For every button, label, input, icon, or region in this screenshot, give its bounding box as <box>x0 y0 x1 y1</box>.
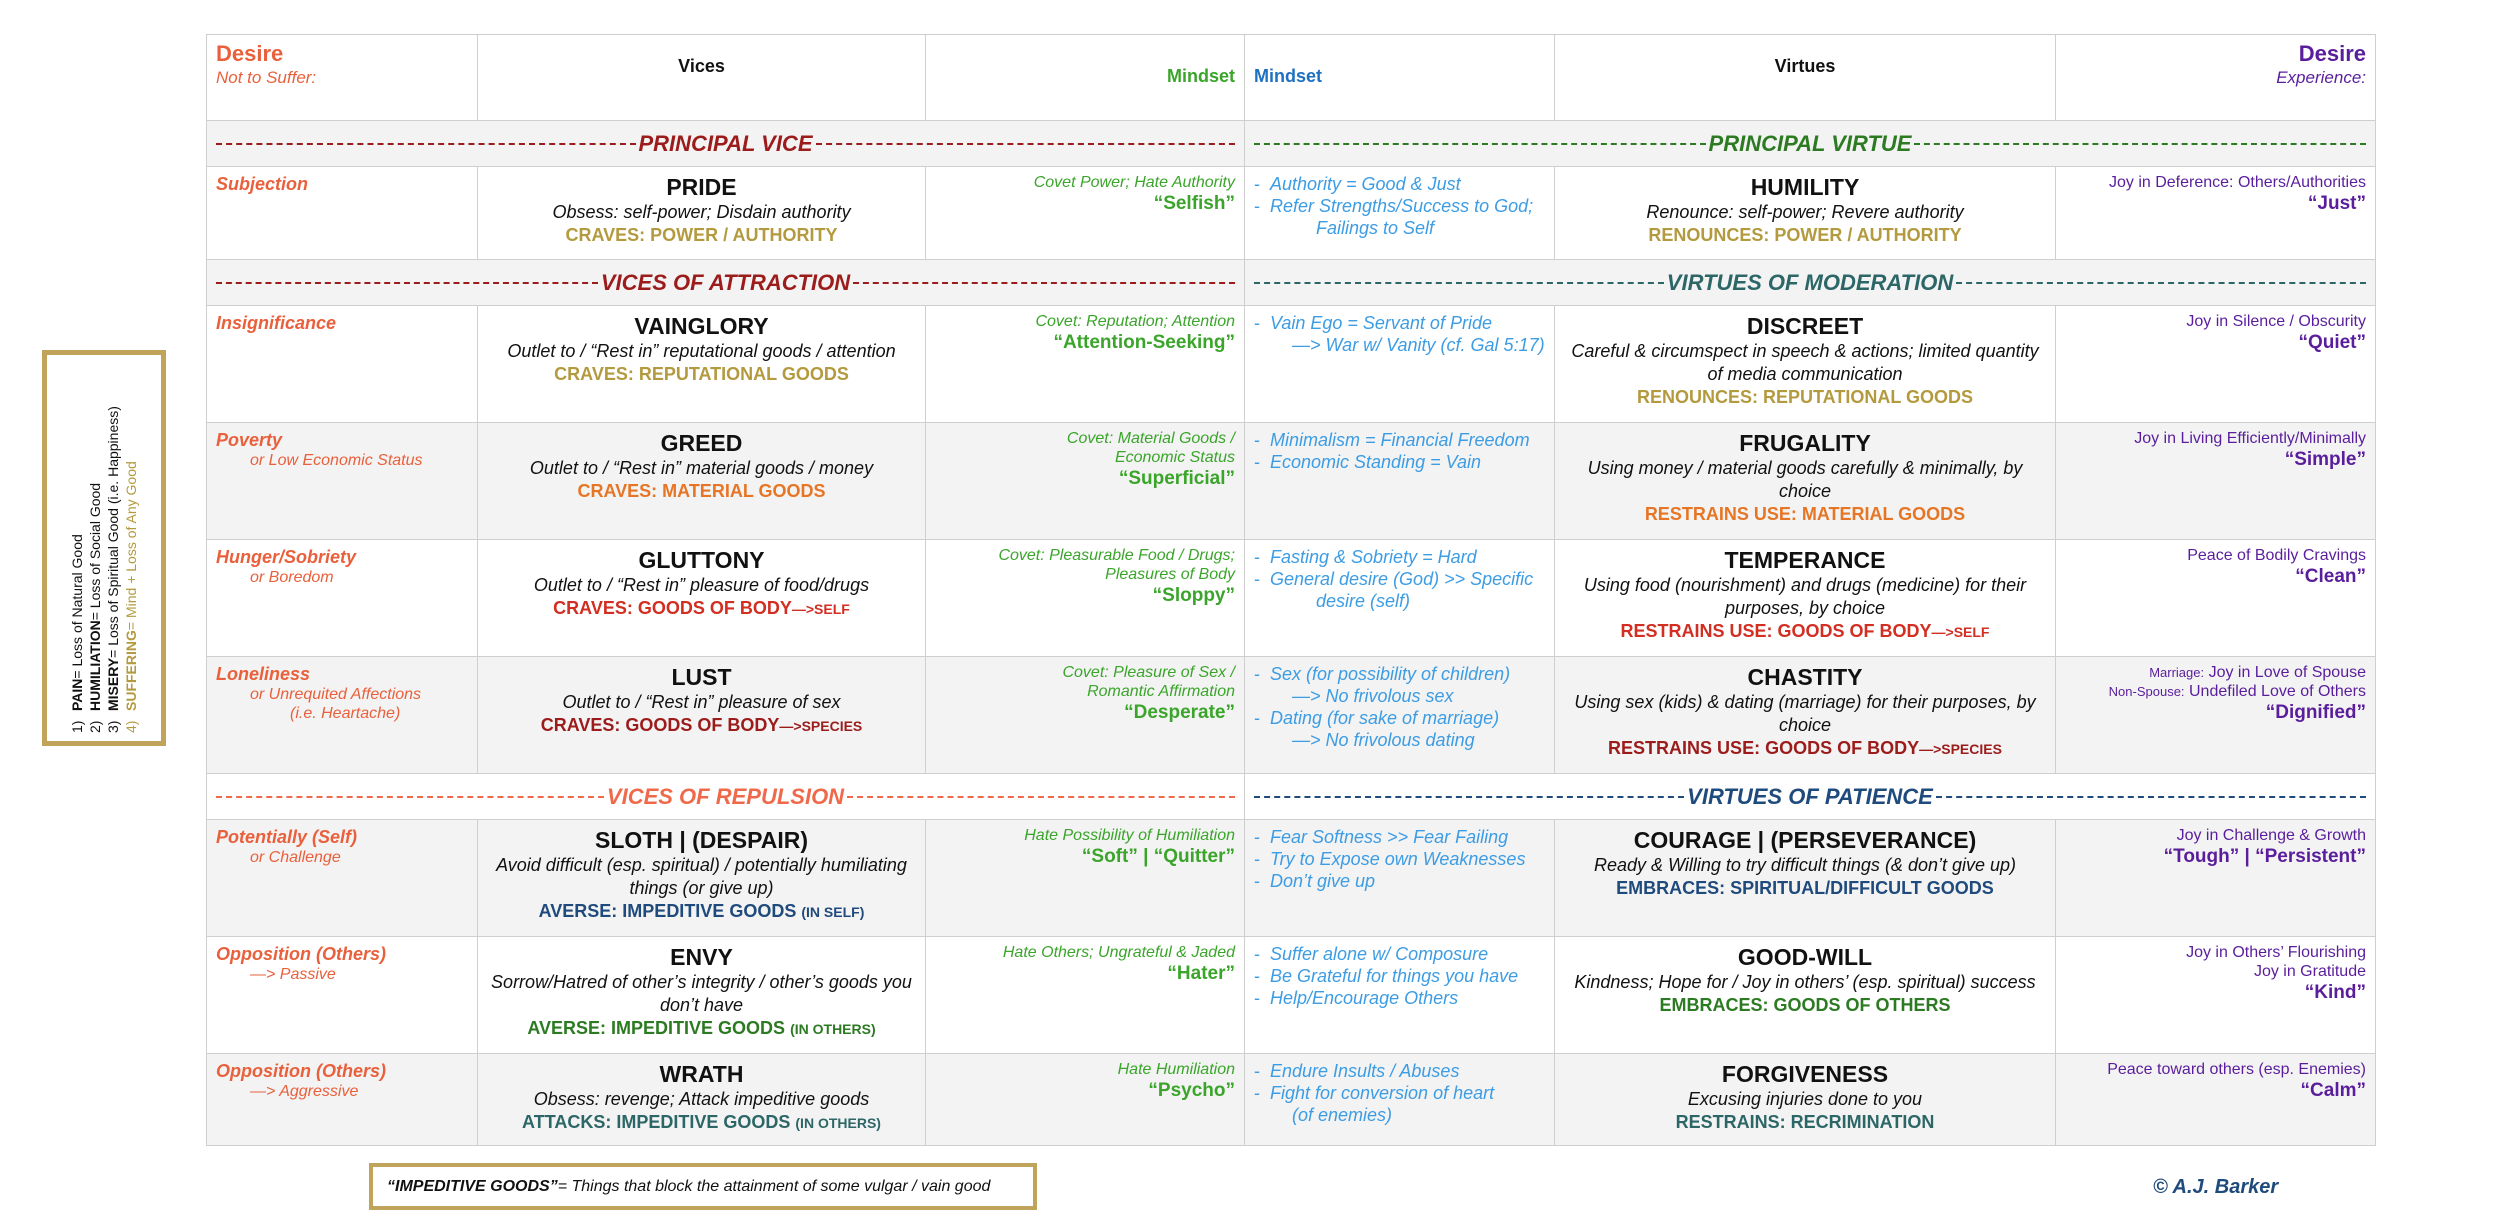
desire-experience: Joy in Living Efficiently/Minimally <box>2134 430 2366 447</box>
desire-experience: Joy in Silence / Obscurity <box>2186 313 2366 330</box>
legend-num: 2) <box>87 720 103 733</box>
vices-virtues-table <box>206 34 2376 1146</box>
vice-name: PRIDE <box>666 174 737 200</box>
virtue-name: TEMPERANCE <box>1724 547 1886 573</box>
virtue-action: RENOUNCES: REPUTATIONAL GOODS <box>1636 387 1973 407</box>
desire-experience: Joy in Challenge & Growth <box>2176 827 2366 844</box>
legend-num: 3) <box>105 720 121 733</box>
section-principal <box>207 121 2376 167</box>
virtue-description: Using food (nourishment) and drugs (medicine) for their purposes, by choice <box>1583 575 2027 618</box>
row-label-sub: or Boredom <box>250 569 334 586</box>
desire-experience: Joy in Others’ Flourishing <box>2186 944 2366 961</box>
copyright: © A.J. Barker <box>2153 1176 2279 1198</box>
desire-right-subtitle: Experience: <box>2276 68 2366 87</box>
virtue-description: Careful & circumspect in speech & actions; limited quantity of media communication <box>1571 341 2039 384</box>
virtue-name: HUMILITY <box>1750 174 1860 200</box>
vice-craves: CRAVES: REPUTATIONAL GOODS <box>554 364 849 384</box>
vice-craves: CRAVES: MATERIAL GOODS <box>577 481 826 501</box>
vice-name: SLOTH | (DESPAIR) <box>594 827 808 853</box>
legend-item-suffering <box>122 363 140 733</box>
section-virtues-patience: VIRTUES OF PATIENCE <box>1251 786 2369 808</box>
legend-num: 1) <box>69 720 85 733</box>
vice-description: Outlet to / “Rest in” pleasure of sex <box>562 692 841 712</box>
vice-description: Outlet to / “Rest in” material goods / money <box>529 458 874 478</box>
vice-craves: AVERSE: IMPEDITIVE GOODS (IN OTHERS) <box>527 1018 876 1038</box>
mindset-virtue-list: - Minimalism = Financial Freedom - Economic Standing = Vain <box>1245 423 1555 540</box>
section-vices-repulsion: VICES OF REPULSION <box>213 786 1238 808</box>
row-label: Insignificance <box>216 313 337 333</box>
virtue-name: COURAGE | (PERSEVERANCE) <box>1633 827 1977 853</box>
impeditive-goods-footnote <box>369 1163 1037 1210</box>
table-row <box>207 423 2376 540</box>
virtue-name: FORGIVENESS <box>1721 1061 1889 1087</box>
desire-experience: Peace of Bodily Cravings <box>2187 547 2366 564</box>
section-principal-virtue: PRINCIPAL VIRTUE <box>1251 133 2369 155</box>
legend-item-pain <box>68 363 86 733</box>
header-row <box>207 35 2376 121</box>
desire-right-title: Desire <box>2298 41 2366 66</box>
mindset-vice-covet: Covet Power; Hate Authority <box>1033 174 1235 191</box>
mindset-virtue-list: - Suffer alone w/ Composure - Be Grateful for things you have - Help/Encourage Others <box>1245 937 1555 1054</box>
virtue-description: Renounce: self-power; Revere authority <box>1646 202 1964 222</box>
virtue-action: RENOUNCES: POWER / AUTHORITY <box>1648 225 1962 245</box>
mindset-virtue-list: - Authority = Good & Just - Refer Strengths/Success to God; Failings to Self <box>1245 167 1555 260</box>
legend-text: = Loss of Natural Good <box>69 534 85 679</box>
table-row <box>207 937 2376 1054</box>
vice-description: Outlet to / “Rest in” reputational goods / attention <box>507 341 896 361</box>
header-desire-left <box>207 35 478 121</box>
legend-key: PAIN <box>69 678 85 711</box>
desire-quote: “Clean” <box>2295 566 2366 587</box>
suffering-legend <box>68 363 140 733</box>
vice-name: GREED <box>660 430 743 456</box>
virtue-action: RESTRAINS USE: MATERIAL GOODS <box>1644 504 1966 524</box>
mindset-vice-quote: “Superficial” <box>1118 468 1235 489</box>
vice-description: Obsess: revenge; Attack impeditive goods <box>533 1089 870 1109</box>
suffering-legend-box <box>42 350 166 746</box>
vice-craves: CRAVES: GOODS OF BODY—>SPECIES <box>540 715 863 735</box>
row-label-sub2: (i.e. Heartache) <box>290 705 401 722</box>
vice-description: Sorrow/Hatred of other’s integrity / other’s goods you don’t have <box>491 972 912 1015</box>
desire-quote: “Dignified” <box>2265 702 2366 723</box>
virtue-name: CHASTITY <box>1747 664 1863 690</box>
table-row <box>207 167 2376 260</box>
vice-name: VAINGLORY <box>634 313 769 339</box>
desire-left-title: Desire <box>216 41 284 66</box>
table-row <box>207 1054 2376 1146</box>
row-label: Potentially (Self) <box>216 827 358 847</box>
vice-description: Obsess: self-power; Disdain authority <box>552 202 851 222</box>
vice-craves: ATTACKS: IMPEDITIVE GOODS (IN OTHERS) <box>522 1112 881 1132</box>
virtue-description: Ready & Willing to try difficult things (& don’t give up) <box>1593 855 2017 875</box>
virtue-action: EMBRACES: SPIRITUAL/DIFFICULT GOODS <box>1616 878 1994 898</box>
legend-item-misery <box>104 363 122 733</box>
vice-description: Outlet to / “Rest in” pleasure of food/drugs <box>533 575 870 595</box>
header-mindset-right: Mindset <box>1245 35 1555 121</box>
section-vices-attraction: VICES OF ATTRACTION <box>213 272 1238 294</box>
row-label: Hunger/Sobriety <box>216 547 357 567</box>
desire-experience-2: Joy in Gratitude <box>2253 963 2366 980</box>
legend-key: SUFFERING <box>123 630 139 711</box>
virtue-action: EMBRACES: GOODS OF OTHERS <box>1659 995 1951 1015</box>
legend-key: MISERY <box>105 657 121 711</box>
row-label-sub: —> Passive <box>250 966 336 983</box>
row-label-sub: or Low Economic Status <box>250 452 423 469</box>
row-label: Loneliness <box>216 664 311 684</box>
row-label: Subjection <box>216 174 309 194</box>
desire-quote: “Tough” | “Persistent” <box>2163 846 2366 867</box>
vice-name: GLUTTONY <box>638 547 765 573</box>
virtue-description: Using sex (kids) & dating (marriage) for their purposes, by choice <box>1574 692 2036 735</box>
row-label-sub: —> Aggressive <box>250 1083 359 1100</box>
virtue-name: DISCREET <box>1746 313 1864 339</box>
virtue-action: RESTRAINS USE: GOODS OF BODY—>SELF <box>1620 621 1990 641</box>
legend-text: = Mind + Loss of Any Good <box>123 461 139 631</box>
mindset-vice-covet: Covet: Reputation; Attention <box>1035 313 1235 330</box>
footnote-definition: = Things that block the attainment of some vulgar / vain good <box>557 1177 991 1195</box>
mindset-vice-covet: Covet: Material Goods / Economic Status <box>1066 430 1235 466</box>
vice-craves: CRAVES: GOODS OF BODY—>SELF <box>553 598 850 618</box>
mindset-vice-covet: Hate Others; Ungrateful & Jaded <box>1002 944 1235 961</box>
mindset-vice-quote: “Attention-Seeking” <box>1053 332 1235 353</box>
vice-name: WRATH <box>659 1061 744 1087</box>
vice-craves: AVERSE: IMPEDITIVE GOODS (IN SELF) <box>538 901 865 921</box>
desire-quote: “Simple” <box>2284 449 2366 470</box>
desire-quote: “Kind” <box>2304 982 2366 1003</box>
header-mindset-left: Mindset <box>926 35 1245 121</box>
table-row <box>207 306 2376 423</box>
vice-description: Avoid difficult (esp. spiritual) / potentially humiliating things (or give up) <box>496 855 907 898</box>
virtue-action: RESTRAINS: RECRIMINATION <box>1675 1112 1935 1132</box>
desire-quote: “Quiet” <box>2298 332 2366 353</box>
section-repulsion <box>207 774 2376 820</box>
mindset-vice-quote: “Soft” | “Quitter” <box>1081 846 1235 867</box>
virtue-description: Kindness; Hope for / Joy in others’ (esp. spiritual) success <box>1574 972 2036 992</box>
mindset-vice-quote: “Sloppy” <box>1152 585 1235 606</box>
vice-name: ENVY <box>670 944 733 970</box>
mindset-vice-covet: Covet: Pleasurable Food / Drugs; Pleasures of Body <box>998 547 1235 583</box>
section-attraction <box>207 260 2376 306</box>
mindset-virtue-list: - Fasting & Sobriety = Hard - General desire (God) >> Specific desire (self) <box>1245 540 1555 657</box>
section-principal-vice: PRINCIPAL VICE <box>213 133 1238 155</box>
mindset-vice-covet: Covet: Pleasure of Sex / Romantic Affirmation <box>1062 664 1235 700</box>
row-label: Opposition (Others) <box>216 944 386 964</box>
mindset-virtue-list: - Fear Softness >> Fear Failing - Try to Expose own Weaknesses - Don’t give up <box>1245 820 1555 937</box>
header-vices: Vices <box>478 35 926 121</box>
virtue-name: GOOD-WILL <box>1737 944 1873 970</box>
footnote-term: “IMPEDITIVE GOODS” <box>387 1177 558 1195</box>
desire-experience: Joy in Deference: Others/Authorities <box>2108 174 2366 191</box>
section-virtues-moderation: VIRTUES OF MODERATION <box>1251 272 2369 294</box>
mindset-vice-quote: “Desperate” <box>1124 702 1235 723</box>
mindset-vice-covet: Hate Humiliation <box>1117 1061 1235 1078</box>
mindset-virtue-list: - Vain Ego = Servant of Pride —> War w/ Vanity (cf. Gal 5:17) <box>1245 306 1555 423</box>
virtue-description: Using money / material goods carefully & minimally, by choice <box>1587 458 2023 501</box>
legend-num: 4) <box>123 720 139 733</box>
row-label: Opposition (Others) <box>216 1061 386 1081</box>
mindset-virtue-list: - Endure Insults / Abuses - Fight for conversion of heart (of enemies) <box>1245 1054 1555 1146</box>
vice-craves: CRAVES: POWER / AUTHORITY <box>565 225 838 245</box>
table-row <box>207 820 2376 937</box>
desire-experience: Peace toward others (esp. Enemies) <box>2107 1061 2366 1078</box>
desire-quote: “Calm” <box>2300 1080 2366 1101</box>
legend-item-humiliation <box>86 363 104 733</box>
mindset-vice-quote: “Selfish” <box>1153 193 1235 214</box>
desire-left-subtitle: Not to Suffer: <box>216 68 317 87</box>
vice-name: LUST <box>671 664 732 690</box>
desire-experience: Marriage: Joy in Love of Spouse <box>2149 664 2366 681</box>
mindset-vice-quote: “Psycho” <box>1148 1080 1235 1101</box>
row-label-sub: or Challenge <box>250 849 341 866</box>
mindset-virtue-list: - Sex (for possibility of children) —> No frivolous sex - Dating (for sake of marriage) —> No frivolous dating <box>1245 657 1555 774</box>
header-desire-right <box>2056 35 2376 121</box>
mindset-vice-covet: Hate Possibility of Humiliation <box>1024 827 1235 844</box>
row-label-sub: or Unrequited Affections <box>250 686 422 703</box>
legend-text: = Loss of Spiritual Good (i.e. Happiness) <box>105 406 121 658</box>
table-row <box>207 657 2376 774</box>
legend-key: HUMILIATION <box>87 620 103 711</box>
virtue-action: RESTRAINS USE: GOODS OF BODY—>SPECIES <box>1608 738 2002 758</box>
mindset-vice-quote: “Hater” <box>1167 963 1235 984</box>
row-label: Poverty <box>216 430 283 450</box>
virtue-description: Excusing injuries done to you <box>1687 1089 1923 1109</box>
desire-quote: “Just” <box>2307 193 2366 214</box>
table-row <box>207 540 2376 657</box>
header-virtues: Virtues <box>1555 35 2056 121</box>
virtue-name: FRUGALITY <box>1739 430 1871 456</box>
legend-text: = Loss of Social Good <box>87 482 103 621</box>
desire-experience-2: Non-Spouse: Undefiled Love of Others <box>2108 683 2366 700</box>
